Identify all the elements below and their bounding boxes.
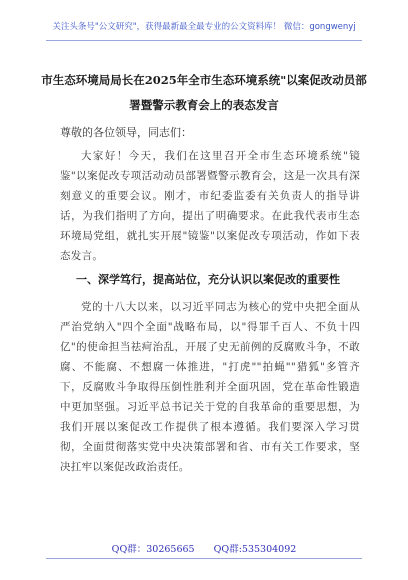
footer-divider <box>46 558 362 559</box>
promo-header: 关注头条号"公文研究"，获得最新最全最专业的公文资料库！ 微信：gongwenyj <box>52 22 356 32</box>
footer-qq-group-1: QQ群：30265665 <box>111 544 195 555</box>
paragraph-section-1: 党的十八大以来，以习近平同志为核心的党中央把全面从严治党纳入"四个全面"战略布局，以"得罪千百人、不负十四亿"的使命担当祛疴治乱，开展了史无前例的反腐败斗争，不敢腐、不能腐、不想腐一体推进，"打虎""拍蝇""猎狐"多管齐下，反腐败斗争取得压倒性胜利并全面巩固，党在革命性锻造中更加坚强。习近平总书记关于党的自我革命的重要思想，为我们开展以案促改工作提供了根本遵循。我们要深入学习贯彻，全面贯彻落实党中央决策部署和省、市有关工作要求，坚决扛牢以案促改政治责任。 <box>60 301 360 473</box>
promo-footer <box>0 541 408 555</box>
paragraph-intro: 大家好！今天，我们在这里召开全市生态环境系统"镜鉴"以案促改专项活动动员部署暨警示教育会，这是一次具有深刻意义的重要会议。刚才，市纪委监委有关负责人的指导讲话，为我们指明了方向，提出了明确要求。在此我代表市生态环境局党组，就扎实开展"镜鉴"以案促改专项活动，作如下表态发言。 <box>60 150 360 262</box>
header-divider <box>46 40 362 41</box>
footer-qq-group-2: QQ群:535304092 <box>213 544 297 555</box>
section-heading-1: 一、深学笃行，提高站位，充分认识以案促改的重要性 <box>76 273 340 286</box>
greeting: 尊敬的各位领导，同志们： <box>60 126 192 139</box>
document-title: 市生态环境局局长在2025年全市生态环境系统"以案促改动员部署暨警示教育会上的表态发言 <box>41 73 367 112</box>
